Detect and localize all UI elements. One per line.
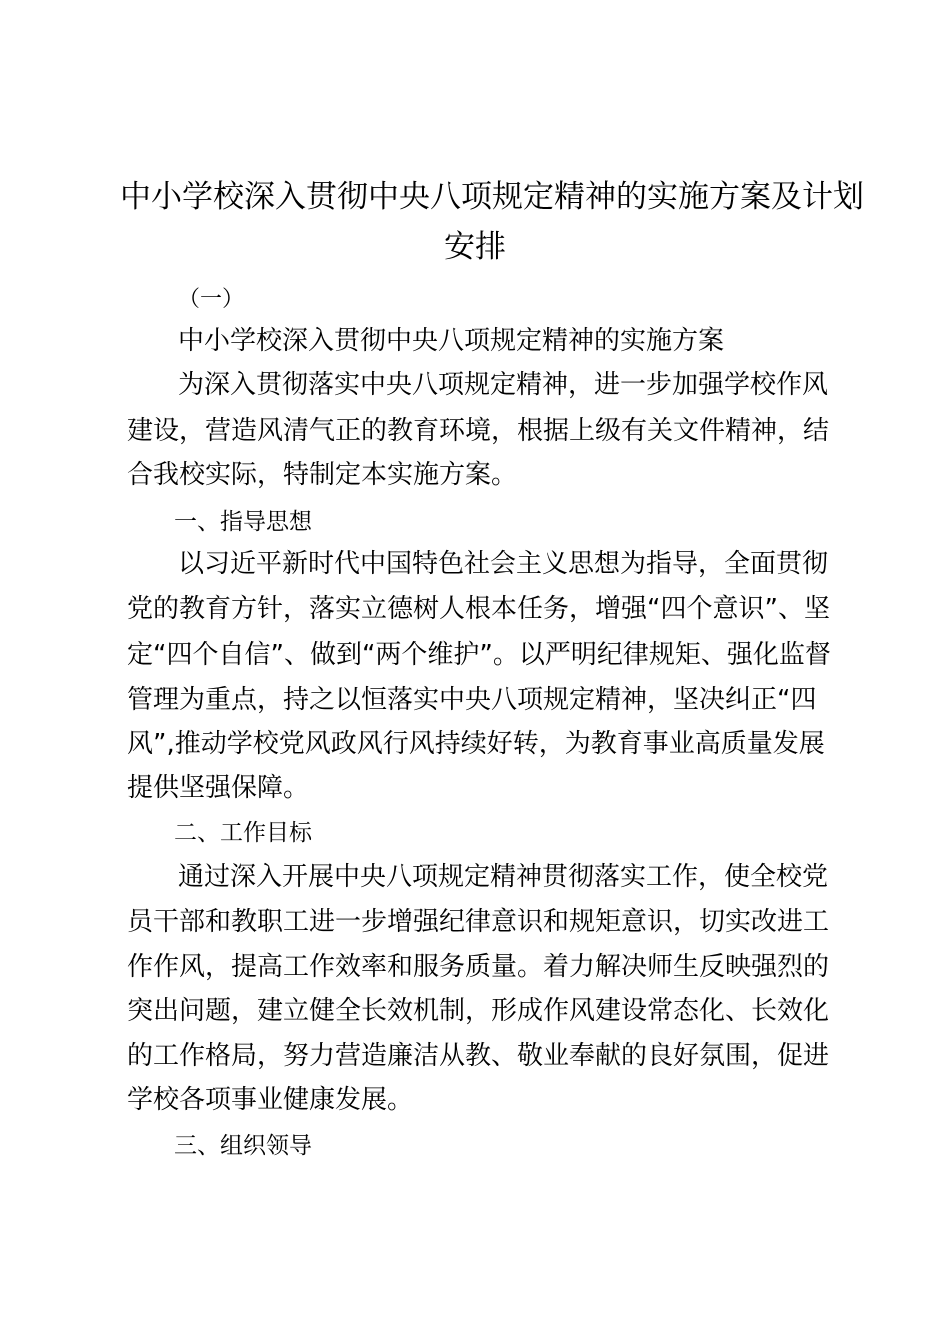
section-2-line-3: 作作风，提高工作效率和服务质量。着力解决师生反映强烈的 <box>127 952 830 982</box>
section-2-line-5: 的工作格局，努力营造廉洁从教、敬业奉献的良好氛围，促进 <box>127 1041 830 1071</box>
section-3-heading: 三、组织领导 <box>174 1133 312 1159</box>
section-1-line-4: 管理为重点，持之以恒落实中央八项规定精神，坚决纠正“四 <box>127 685 817 715</box>
document-title-line-1: 中小学校深入贯彻中央八项规定精神的实施方案及计划 <box>120 179 864 215</box>
section-2-heading: 二、工作目标 <box>174 820 312 846</box>
section-1-heading: 一、指导思想 <box>174 509 312 535</box>
plan-subtitle: 中小学校深入贯彻中央八项规定精神的实施方案 <box>178 326 725 356</box>
section-2-line-6: 学校各项事业健康发展。 <box>127 1085 414 1115</box>
section-2-line-1: 通过深入开展中央八项规定精神贯彻落实工作，使全校党 <box>178 862 829 892</box>
section-1-line-6: 提供坚强保障。 <box>127 773 310 803</box>
intro-line-1: 为深入贯彻落实中央八项规定精神，进一步加强学校作风 <box>178 370 829 400</box>
document-title-line-2: 安排 <box>444 229 506 265</box>
section-2-line-2: 员干部和教职工进一步增强纪律意识和规矩意识，切实改进工 <box>127 907 830 937</box>
section-2-line-4: 突出问题，建立健全长效机制，形成作风建设常态化、长效化 <box>127 996 830 1026</box>
section-1-line-2: 党的教育方针，落实立德树人根本任务，增强“四个意识”、坚 <box>127 594 830 624</box>
intro-line-3: 合我校实际，特制定本实施方案。 <box>127 460 518 490</box>
intro-line-2: 建设，营造风清气正的教育环境，根据上级有关文件精神，结 <box>127 416 830 446</box>
part-marker: （一） <box>178 287 245 312</box>
section-1-line-1: 以习近平新时代中国特色社会主义思想为指导，全面贯彻 <box>178 549 829 579</box>
section-1-line-3: 定“四个自信”、做到“两个维护”。以严明纪律规矩、强化监督 <box>127 640 831 670</box>
section-1-line-5: 风”,推动学校党风政风行风持续好转，为教育事业高质量发展 <box>127 729 825 759</box>
